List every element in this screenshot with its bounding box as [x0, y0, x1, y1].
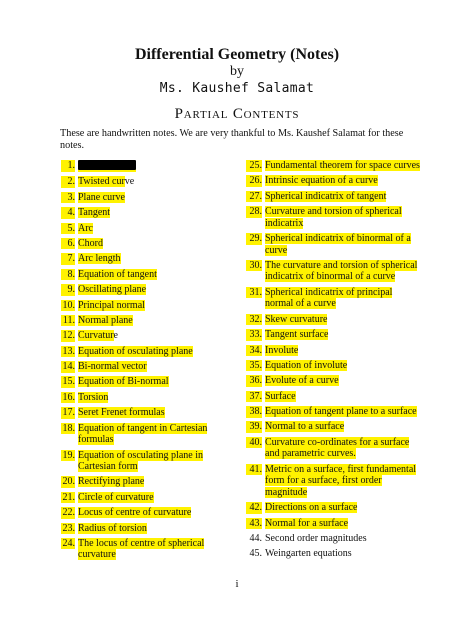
item-number: 27.	[246, 191, 262, 203]
contents-item	[246, 464, 422, 499]
contents-item	[61, 523, 231, 535]
item-number: 20.	[62, 476, 75, 488]
contents-item	[246, 391, 422, 403]
item-number: 44.	[249, 532, 262, 544]
item-number: 10.	[62, 299, 75, 311]
item-text: Equation of osculating plane	[78, 345, 193, 357]
item-number: 34.	[246, 345, 262, 357]
item-text: Equation of involute	[265, 359, 348, 371]
contents-item	[61, 253, 231, 265]
item-text: Metric on a surface, first fundamental form for a surface, first order magnitude	[265, 463, 417, 498]
contents-item	[61, 376, 231, 388]
contents-item	[61, 450, 231, 473]
contents-item	[61, 330, 231, 342]
item-number: 8.	[61, 269, 75, 281]
item-number: 28.	[246, 206, 262, 218]
item-text: Locus of centre of curvature	[78, 507, 192, 519]
item-number: 29.	[246, 233, 262, 245]
contents-item	[61, 300, 231, 312]
item-text: Torsion	[78, 391, 109, 403]
contents-item	[61, 223, 231, 235]
item-number: 9.	[61, 284, 75, 296]
contents-item	[246, 329, 422, 341]
item-text: Radius of torsion	[78, 522, 147, 534]
contents-item	[246, 421, 422, 433]
item-number: 26.	[246, 175, 262, 187]
contents-item	[246, 502, 422, 514]
item-text: Arc length	[78, 253, 121, 265]
item-text: Tangent surface	[265, 329, 329, 341]
item-number: 7.	[61, 253, 75, 265]
contents-item	[246, 437, 422, 460]
by-line: by	[230, 64, 244, 79]
item-text: Equation of tangent in Cartesian formulas	[78, 422, 208, 446]
item-number: 14.	[62, 361, 75, 373]
contents-item	[246, 160, 422, 172]
item-text: Equation of Bi-normal	[78, 376, 169, 388]
item-text: Oscillating plane	[78, 284, 147, 296]
item-text: Normal to a surface	[265, 421, 345, 433]
item-number: 25.	[246, 160, 262, 172]
item-number: 31.	[246, 287, 262, 299]
item-text: Twisted curve	[78, 176, 135, 188]
item-number: 40.	[246, 437, 262, 449]
item-text: Evolute of a curve	[265, 375, 339, 387]
contents-item	[246, 191, 422, 203]
item-text: Seret Frenet formulas	[78, 407, 165, 419]
item-text: The curvature and torsion of spherical indicatrix of binormal of a curve	[265, 259, 418, 283]
item-text: Second order magnitudes	[265, 532, 367, 544]
item-number: 45.	[249, 548, 262, 560]
item-number: 15.	[62, 376, 75, 388]
contents-item	[61, 476, 231, 488]
item-text: Principal normal	[78, 299, 145, 311]
item-text: Weingarten equations	[265, 548, 352, 560]
item-text: Involute	[265, 344, 299, 356]
item-text: The locus of centre of spherical curvature	[78, 537, 205, 561]
contents-item	[61, 538, 231, 561]
contents-item	[61, 284, 231, 296]
item-text	[78, 161, 136, 172]
item-number: 39.	[246, 421, 262, 433]
item-text: Skew curvature	[265, 313, 328, 325]
contents-item	[61, 492, 231, 504]
item-text: Bi-normal vector	[78, 361, 147, 373]
item-number: 18.	[62, 422, 75, 434]
item-text: Circle of curvature	[78, 491, 154, 503]
item-text: Tangent	[78, 207, 111, 219]
contents-item	[61, 392, 231, 404]
contents-item	[246, 548, 422, 560]
contents-item	[61, 192, 231, 204]
item-number: 42.	[246, 502, 262, 514]
item-number: 5.	[61, 223, 75, 235]
contents-item	[246, 314, 422, 326]
contents-item	[246, 206, 422, 229]
item-number: 30.	[246, 260, 262, 272]
item-text: Plane curve	[78, 191, 125, 203]
author-name: Ms. Kaushef Salamat	[159, 81, 315, 96]
item-text: Surface	[265, 390, 296, 402]
contents-item	[246, 260, 422, 283]
item-text: Equation of tangent	[78, 268, 157, 280]
item-number: 19.	[62, 449, 75, 461]
item-number: 11.	[62, 314, 75, 326]
item-number: 22.	[62, 507, 75, 519]
item-text: Normal plane	[78, 314, 133, 326]
item-number: 36.	[246, 375, 262, 387]
item-number: 43.	[246, 518, 262, 530]
item-number: 3.	[61, 192, 75, 204]
item-text: Spherical indicatrix of binormal of a curve	[265, 233, 411, 256]
section-heading: Partial Contents	[174, 106, 300, 122]
item-text: Normal for a surface	[265, 517, 349, 529]
item-number: 23.	[62, 522, 75, 534]
contents-item	[61, 176, 231, 188]
item-text: Chord	[78, 237, 103, 249]
item-text: Curvature	[78, 330, 118, 342]
intro-paragraph: These are handwritten notes. We are very thankful to Ms. Kaushef Salamat for these notes.	[60, 128, 404, 152]
item-text: Curvature co-ordinates for a surface and parametric curves.	[265, 436, 410, 460]
item-number: 4.	[61, 207, 75, 219]
redaction-bar	[78, 160, 136, 170]
page-number: i	[235, 578, 239, 590]
contents-item	[61, 407, 231, 419]
contents-column-right	[246, 160, 422, 564]
contents-item	[246, 345, 422, 357]
item-number: 35.	[246, 360, 262, 372]
item-text: Arc	[78, 222, 93, 234]
item-number: 1.	[61, 160, 75, 172]
item-text: Rectifying plane	[78, 476, 145, 488]
item-number: 24.	[62, 537, 75, 549]
item-text: Intrinsic equation of a curve	[265, 175, 378, 187]
contents-item	[246, 233, 422, 256]
contents-column-left	[61, 160, 231, 565]
document-title: Differential Geometry (Notes)	[134, 46, 340, 63]
item-text: Directions on a surface	[265, 502, 358, 514]
item-number: 16.	[62, 391, 75, 403]
item-number: 12.	[62, 330, 75, 342]
item-number: 41.	[246, 464, 262, 476]
item-number: 21.	[62, 491, 75, 503]
item-text: Spherical indicatrix of tangent	[265, 190, 387, 202]
contents-item	[246, 406, 422, 418]
item-text: Fundamental theorem for space curves	[265, 160, 420, 171]
item-number: 33.	[246, 329, 262, 341]
item-text: Curvature and torsion of spherical indicatrix	[265, 206, 402, 229]
item-text: Spherical indicatrix of principal normal of a curve	[265, 286, 393, 310]
contents-item	[246, 518, 422, 530]
contents-item	[61, 423, 231, 446]
item-number: 32.	[246, 314, 262, 326]
item-text: Equation of tangent plane to a surface	[265, 406, 417, 418]
contents-item	[61, 361, 231, 373]
contents-item	[61, 238, 231, 250]
item-number: 6.	[61, 238, 75, 250]
contents-item	[246, 360, 422, 372]
contents-item	[61, 346, 231, 358]
item-number: 38.	[246, 406, 262, 418]
contents-item	[246, 375, 422, 387]
item-number: 37.	[246, 391, 262, 403]
contents-item	[61, 160, 231, 173]
item-number: 2.	[61, 176, 75, 188]
contents-item	[246, 533, 422, 545]
contents-item	[246, 287, 422, 310]
item-text: Equation of osculating plane in Cartesian form	[78, 449, 203, 473]
contents-item	[61, 507, 231, 519]
item-number: 17.	[62, 407, 75, 419]
contents-item	[246, 175, 422, 187]
item-number: 13.	[62, 345, 75, 357]
contents-item	[61, 269, 231, 281]
contents-item	[61, 207, 231, 219]
contents-item	[61, 315, 231, 327]
